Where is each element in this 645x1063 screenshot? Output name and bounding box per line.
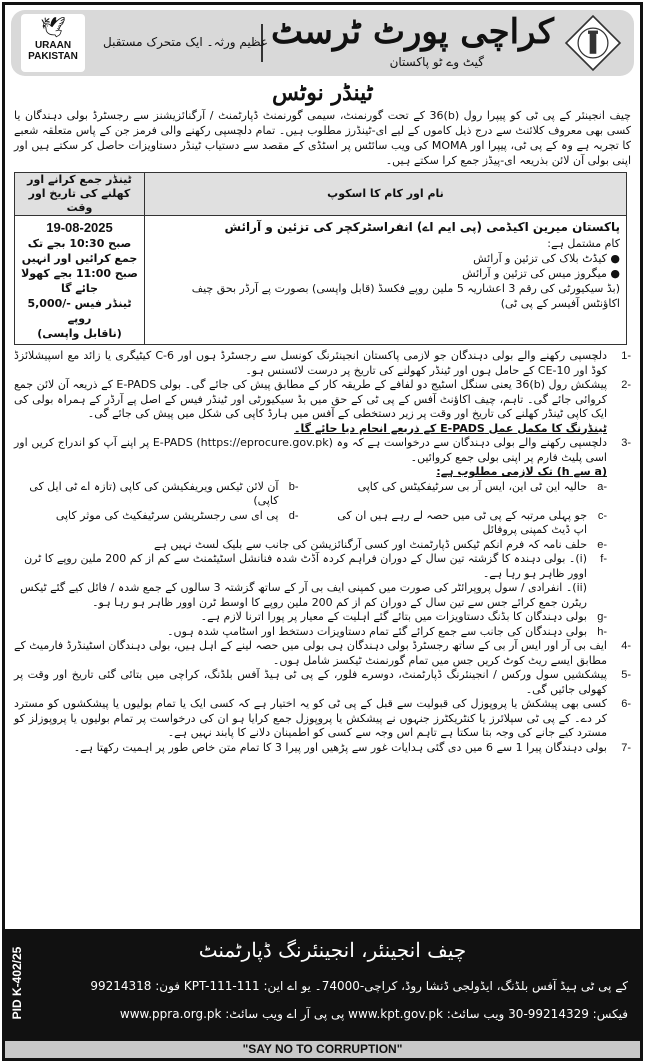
list-item: -a حالیہ این ٹی این، ایس آر بی سرٹیفکیٹس کی کاپی	[357, 479, 607, 493]
tender-fee: ٹینڈر فیس -/5,000 روپے	[27, 297, 132, 325]
intro-paragraph: چیف انجینئر کے پی ٹی کو پیپرا رول (b)36 کے تحت گورنمنٹ، سیمی گورنمنٹ ڈپارٹمنٹ / آرگنائزیشنز سے رجسٹرڈ بولی دہندگان یا کسی بھی معروف کلائنٹ سے درج ذیل کاموں کے لیے ای-ٹینڈرز مطلوب ہیں۔ تمام دلچسپی رکھنے والی فرمز جن کے پاس متعلقہ شعبے کا تجربہ ہے وہ کے پی ٹی، پیپرا اور MOMA کی ویب سائٹس پر اسٹڈی کے مقصد سے دستیاب ٹینڈر دستاویزات حاصل کر سکتے ہیں اور اپنی بولی آن لائن بذریعہ ای-پیڈز جمع کرا سکتے ہیں۔	[14, 109, 631, 167]
list-item: -6 کسی بھی پیشکش یا پروپوزل کی قبولیت سے قبل کے پی ٹی کو یہ اختیار ہے کہ کسی ایک یا تمام بولیوں یا پیشکشوں کو مسترد کر دے۔ کے پی ٹی سپلائرز یا کنٹریکٹرز جنہوں نے پیشکش یا پروپوزل جمع کرایا ہو ان کی درخواست پر تمام بولیوں یا پروپوزلز کو مسترد کیے جانے کی وجہ بتا سکتا ہے تاہم اس وجہ سے کسی کو اطمینان دلانے کا پابند نہیں ہے۔	[14, 697, 631, 739]
list-item: -b آن لائن ٹیکس ویریفکیشن کی کاپی (تازہ اے ٹی ایل کی کاپی)	[29, 479, 299, 507]
fee-note: (ناقابل واپسی)	[37, 327, 122, 340]
bullet-item: ● میگروز میس کی تزئین و آرائش	[462, 267, 620, 280]
header-banner	[11, 10, 634, 76]
pid-number: PID K-402/25	[10, 946, 24, 1020]
table-row	[15, 216, 627, 345]
bird-icon: 🕊	[40, 15, 66, 39]
list-item: -5 پیشکشیں سول ورکس / انجینئرنگ ڈپارٹمنٹ، دوسرے فلور، کے پی ٹی ہیڈ آفس بلڈنگ، کراچی میں بتائی گئی تاریخ اور وقت پر کھولی جائیں گی۔	[14, 668, 631, 696]
contact-info: فیکس: 99214329-30 ویب سائٹ: www.kpt.gov.pk پی پی آر اے ویب سائٹ: www.ppra.org.pk	[119, 1007, 628, 1021]
footer	[5, 929, 640, 1041]
work-title: پاکستان میرین اکیڈمی (پی ایم اے) انفراسٹرکچر کی تزئین و آرائش	[224, 220, 620, 234]
tender-time: صبح 10:30 بجے تک جمع کرائیں اور انہیں صبح 11:00 بجے کھولا جائے گا	[21, 237, 138, 295]
list-item: -1 دلچسپی رکھنے والے بولی دہندگان جو لازمی پاکستان انجینئرنگ کونسل سے رجسٹرڈ ہوں اور C-6 کیٹیگری یا زائد مع اسپیشلائزڈ کوڈ اور CE-10 کے حامل ہوں اور ٹینڈر کھولنے کی تاریخ پر درست لائسنس ہو۔	[14, 349, 631, 377]
list-item: -g بولی دہندگان کا بڈنگ دستاویزات میں بتائے گئے اہلیت کے معیار پر پورا اترنا لازم ہے۔	[200, 610, 607, 623]
slogan-bar: "SAY NO TO CORRUPTION"	[5, 1041, 640, 1058]
header-scope: نام اور کام کا اسکوپ	[145, 173, 627, 216]
list-item: -d پی ای سی رجسٹریشن سرٹیفکیٹ کی موثر کاپی	[55, 508, 299, 522]
list-item: -e حلف نامہ کہ فرم انکم ٹیکس ڈپارٹمنٹ اور کسی آرگنائزیشن کی جانب سے بلیک لسٹ نہیں ہے	[153, 537, 607, 551]
tender-table	[14, 172, 627, 345]
tender-notice	[2, 2, 643, 1061]
header-date: ٹینڈر جمع کرانے اور کھلنے کی تاریخ اور وقت	[15, 173, 145, 216]
kpt-logo	[564, 14, 622, 72]
motto: عظیم ورثہ۔ ایک متحرک مستقبل	[103, 35, 268, 49]
list-item: -2 پیشکش رول (b)36 یعنی سنگل اسٹیج دو لفافے کے طریقہ کار کے مطابق پیش کی جائے گی۔ بولی E-PADS کے ذریعہ آن لائن جمع کروائی جائے گی۔ تاہم، چیف اکاؤنٹ آفس کے پی ٹی کے حق میں بڈ سیکیورٹی اور ٹینڈر فیس کے اصل پے آرڈر کے ہمراہ بولی کی ایک کاپی ٹینڈر کھلنے کی تاریخ اور وقت پر زیر دستخطی کے آفس میں ہارڈ کاپی کی شکل میں پیش کی جائے گی۔ ٹینڈرنگ کا مکمل عمل E-PADS کے ذریعے انجام دیا جائے گا۔	[14, 378, 631, 435]
list-item: -4 ایف بی آر اور ایس آر بی کے ساتھ رجسٹرڈ بولی دہندگان ہی بولی میں حصہ لینے کے اہل ہیں، بولی دہندگان اسٹینڈرڈ فارمیٹ کے مطابق ایسے ریٹ کوٹ کریں جس میں تمام گورنمنٹ ٹیکسز شامل ہوں۔	[14, 639, 631, 667]
bullet-item: ● کیڈٹ بلاک کی تزئین و آرائش	[473, 252, 620, 265]
list-item: -7 بولی دہندگان پیرا 1 سے 6 میں دی گئی ہدایات غور سے پڑھیں اور پیرا 3 کا تمام متن خاص طور پر اہمیت رکھتا ہے۔	[73, 740, 631, 754]
department-name: چیف انجینئر، انجینئرنگ ڈپارٹمنٹ	[198, 938, 467, 962]
address: کے پی ٹی ہیڈ آفس بلڈنگ، ایڈولجی ڈنشا روڈ، کراچی-74000۔ یو اے این: 111-KPT-111 فون: 99214318	[90, 979, 628, 993]
bid-security: (بڈ سیکیورٹی کی رقم 3 اعشاریہ 5 ملین روپے فکسڈ (قابل واپسی) بصورت پے آرڈر بحق چیف اکاؤنٹس آفیسر کے پی ٹی)	[191, 282, 620, 310]
instructions-list	[14, 349, 631, 755]
list-item: -3 دلچسپی رکھنے والے بولی دہندگان سے درخواست ہے کہ وہ E-PADS (https://eprocure.gov.pk) پر اپنے آپ کو اندراج کریں اور اسی پلیٹ فارم پر اپنی بولی جمع کروائیں۔ (a سے h) تک لازمی مطلوب ہے:	[14, 436, 631, 478]
uraan-pakistan-logo: 🕊 URAAN PAKISTAN	[21, 14, 85, 72]
consists-label: کام مشتمل ہے:	[547, 237, 620, 250]
page-title: ٹینڈر نوٹس	[272, 80, 373, 106]
org-name: کراچی پورٹ ٹرسٹ	[271, 12, 554, 52]
org-tagline: گیٹ وے ٹو پاکستان	[389, 55, 484, 69]
list-item: -f (i)۔ بولی دہندہ کا گزشتہ تین سال کے دوران فراہم کردہ آڈٹ شدہ فنانشل اسٹیٹمنٹ سے کم از کم 200 ملین روپے کا ٹرن اوور ظاہر ہو رہا ہے۔	[24, 552, 607, 580]
list-item: -c جو پہلی مرتبہ کے پی ٹی میں حصہ لے رہے ہیں ان کی اپ ڈیٹ کمپنی پروفائل	[337, 508, 607, 536]
tender-date: 19-08-2025	[46, 220, 113, 235]
list-item: (ii)۔ انفرادی / سول پروپرائٹر کی صورت میں کمپنی ایف بی آر کے ساتھ گزشتہ 3 سالوں کے جمع شدہ / فائل کیے گئے ٹیکس ریٹرن جمع کرائے جس سے تین سال کے دوران کم از کم 200 ملین روپے کا اوسط ٹرن اوور ظاہر ہو رہا ہو۔	[20, 581, 587, 609]
list-item: -h بولی دہندگان کی جانب سے جمع کرائے گئے تمام دستاویزات دستخط اور اسٹامپ شدہ ہوں۔	[167, 624, 607, 638]
